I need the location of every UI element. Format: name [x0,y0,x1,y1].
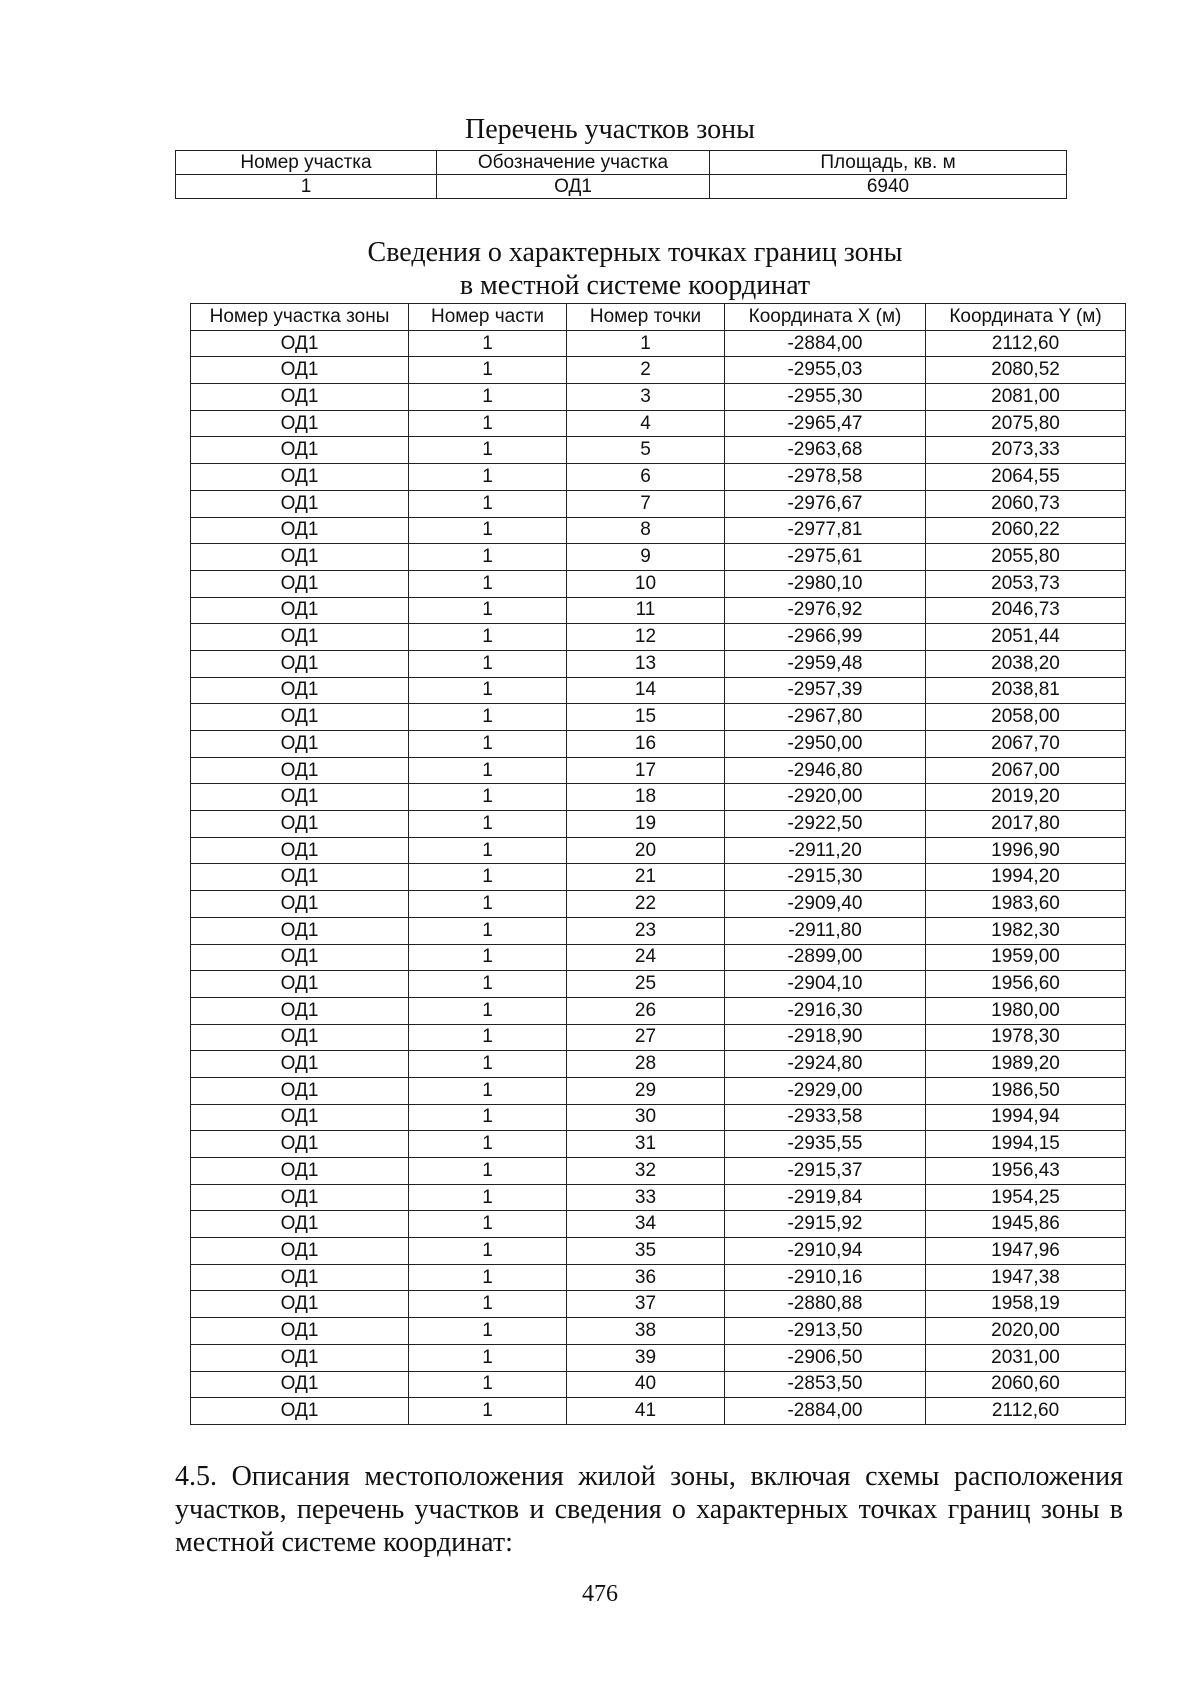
table-cell: ОД1 [191,437,409,464]
table-cell: 1 [409,1158,567,1185]
table-cell: 1 [409,864,567,891]
table-cell: 2067,70 [926,731,1126,758]
table-cell: 2081,00 [926,384,1126,411]
table-row [191,1264,1126,1291]
table-row [191,437,1126,464]
table-row [191,784,1126,811]
table-cell: 1 [409,704,567,731]
table-cell: 1 [409,437,567,464]
table-row [191,1371,1126,1398]
table-cell: 1 [409,997,567,1024]
table-cell: 6940 [710,175,1067,199]
table-cell: 1 [176,175,437,199]
table-cell: ОД1 [437,175,710,199]
table-cell: -2955,03 [725,357,926,384]
table-cell: 18 [567,784,725,811]
table-cell: 1980,00 [926,997,1126,1024]
table-cell: -2975,61 [725,544,926,571]
table-row [191,1077,1126,1104]
points-table-title [190,236,1080,302]
table-cell: 14 [567,677,725,704]
table-cell: ОД1 [191,1104,409,1131]
table-cell: 17 [567,757,725,784]
table-cell: ОД1 [191,837,409,864]
table-row [191,597,1126,624]
table-header-row [191,304,1126,331]
table-row [191,1158,1126,1185]
table-row [191,1238,1126,1265]
table-cell: ОД1 [191,757,409,784]
table-cell: 1 [409,330,567,357]
table-cell: ОД1 [191,1371,409,1398]
table-cell: 1956,43 [926,1158,1126,1185]
header-cell: Номер точки [567,304,725,331]
table-cell: -2910,94 [725,1238,926,1265]
table-cell: 1 [409,517,567,544]
table-cell: 1989,20 [926,1051,1126,1078]
table-cell: 1 [409,624,567,651]
table-cell: 1 [409,1077,567,1104]
table-cell: 2067,00 [926,757,1126,784]
table-row [191,384,1126,411]
table-cell: 1 [409,357,567,384]
table-cell: 5 [567,437,725,464]
table-row [191,1398,1126,1425]
table-cell: 2112,60 [926,330,1126,357]
header-cell: Координата Y (м) [926,304,1126,331]
table-cell: 15 [567,704,725,731]
table-cell: -2950,00 [725,731,926,758]
table-cell: 21 [567,864,725,891]
table-cell: ОД1 [191,330,409,357]
table-cell: 1 [409,1318,567,1345]
table-cell: 1 [567,330,725,357]
header-cell: Площадь, кв. м [710,151,1067,175]
table-cell: 2060,22 [926,517,1126,544]
header-cell: Номер участка [176,151,437,175]
table-cell: 1 [409,784,567,811]
table-row [191,864,1126,891]
table-cell: -2911,80 [725,917,926,944]
table-cell: 39 [567,1344,725,1371]
table-cell: 9 [567,544,725,571]
table-cell: 1 [409,837,567,864]
table-cell: 1 [409,944,567,971]
table-cell: ОД1 [191,570,409,597]
table-row [191,410,1126,437]
table-cell: 30 [567,1104,725,1131]
table-cell: 34 [567,1211,725,1238]
table-cell: 40 [567,1371,725,1398]
table-cell: ОД1 [191,490,409,517]
table-row [191,837,1126,864]
table-cell: -2911,20 [725,837,926,864]
table-cell: 1996,90 [926,837,1126,864]
table-cell: 1994,15 [926,1131,1126,1158]
table-cell: -2976,67 [725,490,926,517]
table-row [191,464,1126,491]
table-cell: ОД1 [191,1158,409,1185]
table-cell: 1986,50 [926,1077,1126,1104]
table-cell: -2959,48 [725,650,926,677]
table-cell: -2965,47 [725,410,926,437]
table-cell: 20 [567,837,725,864]
table-cell: ОД1 [191,410,409,437]
table-cell: -2935,55 [725,1131,926,1158]
table-cell: -2957,39 [725,677,926,704]
table-cell: 1 [409,1238,567,1265]
table-row [176,175,1067,199]
table-cell: ОД1 [191,1051,409,1078]
table-cell: 1983,60 [926,891,1126,918]
table-cell: 38 [567,1318,725,1345]
points-table-body [191,330,1126,1424]
table-cell: 2058,00 [926,704,1126,731]
table-cell: 33 [567,1184,725,1211]
table-cell: 2051,44 [926,624,1126,651]
table-cell: -2918,90 [725,1024,926,1051]
table-cell: -2853,50 [725,1371,926,1398]
table-cell: -2880,88 [725,1291,926,1318]
table-cell: 31 [567,1131,725,1158]
table-cell: 1 [409,570,567,597]
table-row [191,650,1126,677]
table-row [191,997,1126,1024]
header-cell: Номер части [409,304,567,331]
table-cell: ОД1 [191,1398,409,1425]
table-row [191,330,1126,357]
table-row [191,357,1126,384]
table-cell: 12 [567,624,725,651]
table-cell: 1 [409,1264,567,1291]
table-cell: ОД1 [191,1238,409,1265]
table-cell: 1958,19 [926,1291,1126,1318]
table-row [191,677,1126,704]
table-cell: 28 [567,1051,725,1078]
table-cell: ОД1 [191,517,409,544]
table-cell: 1 [409,1131,567,1158]
table-header-row [176,151,1067,175]
table-cell: 11 [567,597,725,624]
table-cell: -2963,68 [725,437,926,464]
table-row [191,704,1126,731]
table-cell: ОД1 [191,624,409,651]
table-cell: 2075,80 [926,410,1126,437]
table-cell: 27 [567,1024,725,1051]
table-cell: 4 [567,410,725,437]
table-cell: 41 [567,1398,725,1425]
table-cell: 1 [409,490,567,517]
table-cell: ОД1 [191,1024,409,1051]
table-cell: -2904,10 [725,971,926,998]
table-cell: ОД1 [191,597,409,624]
table-cell: ОД1 [191,1211,409,1238]
table-cell: 2017,80 [926,811,1126,838]
table-row [191,944,1126,971]
table-cell: 2055,80 [926,544,1126,571]
table-cell: ОД1 [191,891,409,918]
table-cell: 1 [409,1371,567,1398]
table-cell: 1 [409,544,567,571]
table-cell: 2031,00 [926,1344,1126,1371]
table-cell: 1 [409,1184,567,1211]
table-row [191,1051,1126,1078]
table-cell: 2038,81 [926,677,1126,704]
table-cell: 1 [409,1104,567,1131]
table-cell: 2 [567,357,725,384]
table-cell: 2112,60 [926,1398,1126,1425]
table-row [191,544,1126,571]
table-row [191,1104,1126,1131]
table-cell: ОД1 [191,677,409,704]
table-cell: 1994,94 [926,1104,1126,1131]
points-title-line2: в местной системе координат [459,270,811,301]
table-cell: 1 [409,1211,567,1238]
table-cell: ОД1 [191,864,409,891]
table-cell: 1 [409,1051,567,1078]
table-cell: -2899,00 [725,944,926,971]
table-cell: -2924,80 [725,1051,926,1078]
table-cell: 1 [409,464,567,491]
table-cell: 1947,38 [926,1264,1126,1291]
table-cell: 26 [567,997,725,1024]
table-row [191,1024,1126,1051]
table-cell: -2920,00 [725,784,926,811]
table-cell: 2080,52 [926,357,1126,384]
table-row [191,917,1126,944]
table-cell: 2053,73 [926,570,1126,597]
page-number: 476 [582,1581,618,1607]
table-cell: 1 [409,650,567,677]
table-cell: -2933,58 [725,1104,926,1131]
table-cell: -2977,81 [725,517,926,544]
table-cell: 19 [567,811,725,838]
table-cell: ОД1 [191,464,409,491]
table-row [191,1184,1126,1211]
table-cell: 2064,55 [926,464,1126,491]
table-cell: 1 [409,677,567,704]
table-cell: 16 [567,731,725,758]
table-cell: ОД1 [191,384,409,411]
table-cell: -2915,92 [725,1211,926,1238]
table-cell: 25 [567,971,725,998]
table-cell: 2060,73 [926,490,1126,517]
table-cell: ОД1 [191,971,409,998]
table-cell: 1 [409,757,567,784]
table-cell: -2919,84 [725,1184,926,1211]
table-cell: 32 [567,1158,725,1185]
table-cell: 36 [567,1264,725,1291]
table-row [191,1344,1126,1371]
table-cell: 2073,33 [926,437,1126,464]
table-cell: ОД1 [191,784,409,811]
table-cell: -2913,50 [725,1318,926,1345]
table-cell: 1947,96 [926,1238,1126,1265]
header-cell: Координата X (м) [725,304,926,331]
table-row [191,1211,1126,1238]
table-cell: -2915,30 [725,864,926,891]
table-cell: ОД1 [191,1264,409,1291]
table-cell: ОД1 [191,1184,409,1211]
table-row [191,490,1126,517]
table-cell: -2980,10 [725,570,926,597]
table-cell: 35 [567,1238,725,1265]
table-cell: -2916,30 [725,997,926,1024]
table-row [191,1291,1126,1318]
boundary-points-table [190,303,1126,1425]
table-row [191,517,1126,544]
plots-list-title: Перечень участков зоны [465,114,755,145]
table-cell: 2046,73 [926,597,1126,624]
table-cell: ОД1 [191,1131,409,1158]
table-cell: -2909,40 [725,891,926,918]
table-cell: 2019,20 [926,784,1126,811]
header-cell: Номер участка зоны [191,304,409,331]
table-cell: 8 [567,517,725,544]
table-row [191,1318,1126,1345]
table-cell: 1 [409,597,567,624]
table-cell: 1945,86 [926,1211,1126,1238]
table-cell: -2884,00 [725,330,926,357]
table-row [191,624,1126,651]
table-cell: -2910,16 [725,1264,926,1291]
table-cell: 1 [409,731,567,758]
table-cell: ОД1 [191,917,409,944]
table-cell: ОД1 [191,1344,409,1371]
table-cell: 1 [409,971,567,998]
table-cell: -2906,50 [725,1344,926,1371]
table-cell: ОД1 [191,544,409,571]
table-cell: 1 [409,891,567,918]
table-row [191,570,1126,597]
table-cell: 2020,00 [926,1318,1126,1345]
table-cell: 1 [409,1291,567,1318]
table-cell: 6 [567,464,725,491]
table-row [191,971,1126,998]
table-cell: 1954,25 [926,1184,1126,1211]
table-cell: 13 [567,650,725,677]
table-cell: 10 [567,570,725,597]
table-cell: 1959,00 [926,944,1126,971]
table-cell: -2955,30 [725,384,926,411]
table-cell: 1 [409,1398,567,1425]
table-cell: ОД1 [191,731,409,758]
table-cell: ОД1 [191,650,409,677]
table-cell: 23 [567,917,725,944]
table-cell: 1 [409,384,567,411]
table-cell: ОД1 [191,997,409,1024]
table-cell: 29 [567,1077,725,1104]
table-cell: ОД1 [191,1318,409,1345]
table-cell: 1 [409,1344,567,1371]
table-cell: ОД1 [191,357,409,384]
table-cell: 37 [567,1291,725,1318]
table-cell: -2929,00 [725,1077,926,1104]
table-cell: ОД1 [191,811,409,838]
table-cell: 3 [567,384,725,411]
table-cell: ОД1 [191,704,409,731]
table-cell: ОД1 [191,944,409,971]
points-title-line1: Сведения о характерных точках границ зоны [367,237,903,268]
table-cell: 24 [567,944,725,971]
table-cell: ОД1 [191,1077,409,1104]
table-cell: 1978,30 [926,1024,1126,1051]
table-cell: 1994,20 [926,864,1126,891]
table-row [191,731,1126,758]
table-cell: 22 [567,891,725,918]
plots-list-table [175,150,1067,199]
table-cell: 1 [409,811,567,838]
table-cell: ОД1 [191,1291,409,1318]
table-row [191,1131,1126,1158]
table-cell: 1982,30 [926,917,1126,944]
table-cell: 1956,60 [926,971,1126,998]
table-cell: -2967,80 [725,704,926,731]
table-cell: 1 [409,917,567,944]
table-cell: -2884,00 [725,1398,926,1425]
table-row [191,757,1126,784]
table-cell: 1 [409,410,567,437]
table-row [191,891,1126,918]
table-cell: -2922,50 [725,811,926,838]
header-cell: Обозначение участка [437,151,710,175]
table-cell: -2946,80 [725,757,926,784]
table-cell: 2060,60 [926,1371,1126,1398]
table-cell: -2976,92 [725,597,926,624]
table-cell: -2978,58 [725,464,926,491]
section-4-5-paragraph: 4.5. Описания местоположения жилой зоны, включая схемы расположения участков, перечень участков и сведения о характерных точках границ зоны в местной системе координат: [175,1461,1123,1558]
table-cell: -2966,99 [725,624,926,651]
table-cell: 2038,20 [926,650,1126,677]
table-row [191,811,1126,838]
table-cell: 1 [409,1024,567,1051]
table-cell: 7 [567,490,725,517]
table-cell: -2915,37 [725,1158,926,1185]
